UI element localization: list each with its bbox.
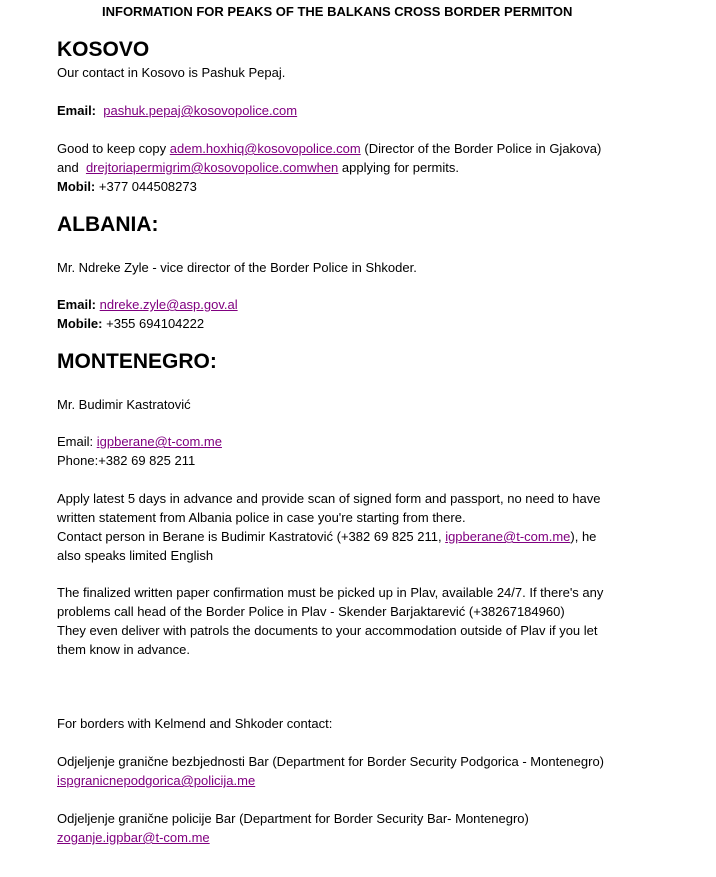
montenegro-p1-line-1: Apply latest 5 days in advance and provide scan of signed form and passport, no need to have [57, 491, 601, 506]
montenegro-p1-line-3b: ), he [570, 529, 597, 544]
kosovo-contact: Our contact in Kosovo is Pashuk Pepaj. [57, 65, 286, 80]
bar2-text: Odjeljenje granične policije Bar (Department for Border Security Bar- Montenegro) [57, 811, 529, 826]
heading-kosovo: KOSOVO [57, 38, 150, 61]
document-title: INFORMATION FOR PEAKS OF THE BALKANS CROSS BORDER PERMITON [102, 4, 573, 19]
bar1-email-line [57, 772, 255, 790]
montenegro-p2-line-2: problems call head of the Border Police in Plav - Skender Barjaktarević (+38267184960) [57, 604, 565, 619]
montenegro-p2-line-3: They even deliver with patrols the documents to your accommodation outside of Plav if you let [57, 623, 598, 638]
montenegro-p1-line-2: written statement from Albania police in case you're starting from there. [57, 510, 466, 525]
montenegro-p1-line-3 [57, 528, 596, 546]
kosovo-copy-note-2: applying for permits. [341, 160, 459, 175]
kosovo-copy-email-2[interactable]: drejtoriapermigrim@kosovopolice.comwhen [85, 160, 339, 175]
bar1-email-link[interactable]: ispgranicnepodgorica@policija.me [57, 773, 256, 788]
kosovo-email-line [57, 102, 297, 120]
kosovo-email-label: Email: [57, 103, 97, 118]
montenegro-contact: Mr. Budimir Kastratović [57, 397, 191, 412]
montenegro-email-line [57, 433, 222, 451]
montenegro-p1-line-4: also speaks limited English [57, 548, 214, 563]
montenegro-phone: Phone:+382 69 825 211 [57, 453, 196, 468]
bar2-email-line [57, 829, 210, 847]
borders-intro: For borders with Kelmend and Shkoder contact: [57, 716, 333, 731]
kosovo-copy-line-1 [57, 140, 601, 158]
kosovo-mobil-line [57, 178, 197, 196]
albania-email-label: Email: [57, 297, 97, 312]
kosovo-mobil-label: Mobil: [57, 179, 96, 194]
montenegro-p1-line-3a: Contact person in Berane is Budimir Kastratović (+382 69 825 211, [57, 529, 442, 544]
albania-email-link[interactable]: ndreke.zyle@asp.gov.al [99, 297, 238, 312]
albania-mobile-label: Mobile: [57, 316, 103, 331]
montenegro-p2-line-1: The finalized written paper confirmation must be picked up in Plav, available 24/7. If there's any [57, 585, 604, 600]
montenegro-email-link[interactable]: igpberane@t-com.me [96, 434, 222, 449]
bar1-text: Odjeljenje granične bezbjednosti Bar (Department for Border Security Podgorica - Montenegro) [57, 754, 605, 769]
heading-albania: ALBANIA: [57, 213, 159, 236]
heading-montenegro: MONTENEGRO: [57, 350, 217, 373]
kosovo-mobil-value: +377 044508273 [98, 179, 197, 194]
albania-email-line [57, 296, 238, 314]
montenegro-email-label: Email: [57, 434, 94, 449]
albania-mobile-line [57, 315, 204, 333]
kosovo-copy-line-2 [57, 159, 459, 177]
kosovo-copy-email-1[interactable]: adem.hoxhiq@kosovopolice.com [169, 141, 361, 156]
kosovo-copy-intro: Good to keep copy [57, 141, 167, 156]
montenegro-p2-line-4: them know in advance. [57, 642, 190, 657]
bar2-email-link[interactable]: zoganje.igpbar@t-com.me [57, 830, 210, 845]
kosovo-email-link[interactable]: pashuk.pepaj@kosovopolice.com [103, 103, 298, 118]
kosovo-copy-and: and [57, 160, 79, 175]
kosovo-copy-note-1: (Director of the Border Police in Gjakova) [364, 141, 602, 156]
albania-mobile-value: +355 694104222 [106, 316, 205, 331]
albania-contact: Mr. Ndreke Zyle - vice director of the Border Police in Shkoder. [57, 260, 417, 275]
montenegro-p1-email-link[interactable]: igpberane@t-com.me [445, 529, 571, 544]
